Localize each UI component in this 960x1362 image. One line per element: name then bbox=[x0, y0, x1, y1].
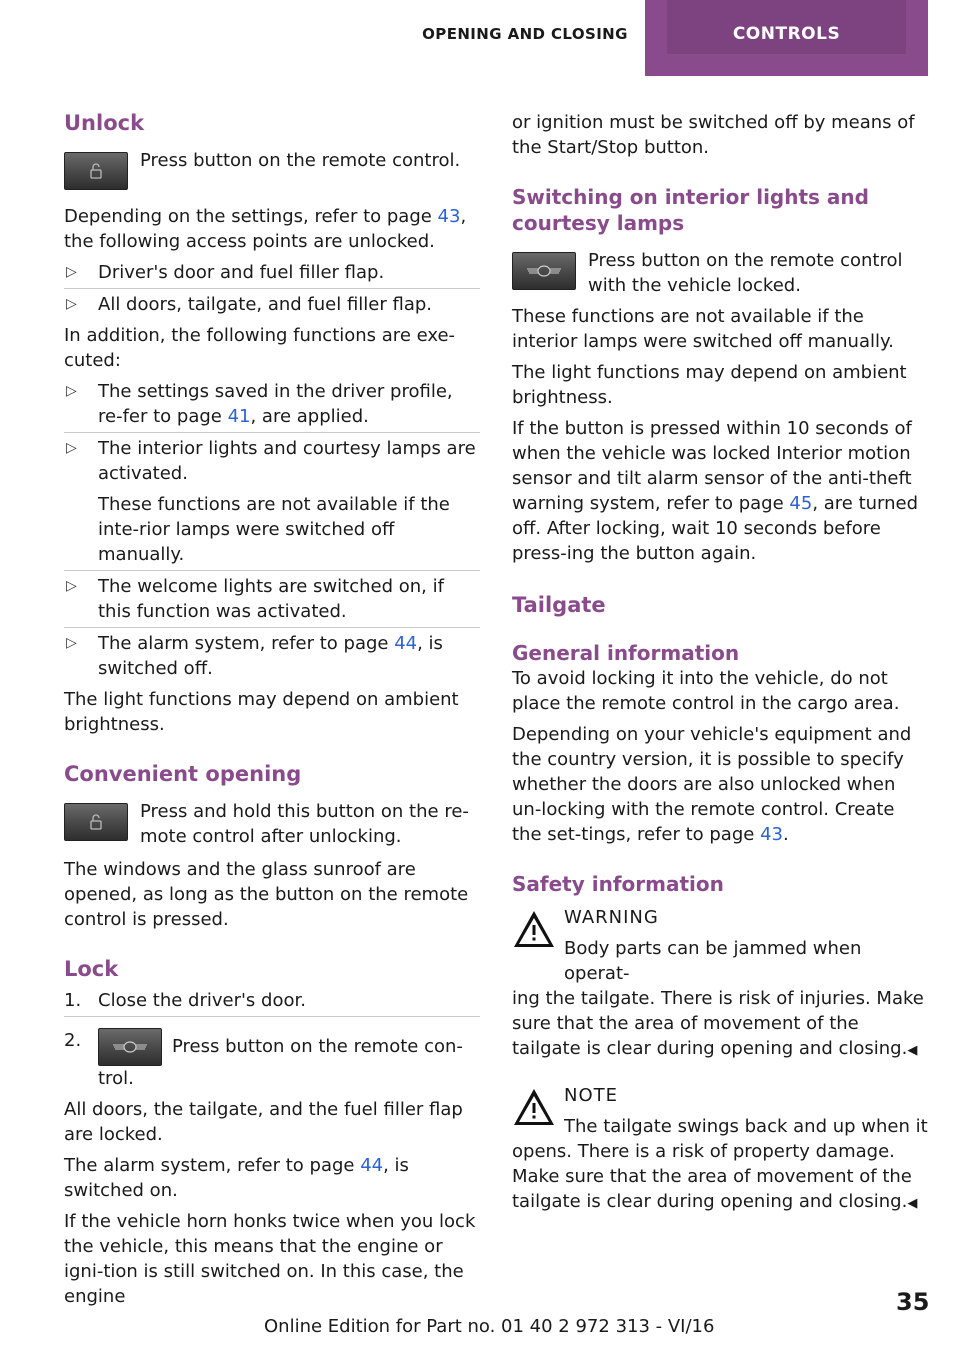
lock-steps bbox=[64, 988, 480, 1091]
note-text-start: The tailgate swings back and up when it bbox=[564, 1116, 928, 1137]
unlock-heading: Unlock bbox=[64, 111, 145, 135]
convenient-button-row bbox=[64, 799, 480, 849]
page-link-44[interactable]: 44 bbox=[394, 633, 418, 654]
convenient-instruction: Press and hold this button on the re-mote control after unlocking. bbox=[140, 801, 469, 847]
warning-label: WARNING bbox=[564, 907, 659, 928]
list-item: ▷ The settings saved in the driver profile, re-fer to page 41, are applied. bbox=[64, 379, 480, 429]
unlock-access-list bbox=[64, 260, 480, 317]
page-link-44[interactable]: 44 bbox=[360, 1155, 384, 1176]
general-information-heading: General information bbox=[512, 641, 740, 665]
brand-logo-icon bbox=[525, 264, 563, 278]
interior-paragraph-3: If the button is pressed within 10 seconds of when the vehicle was locked Interior motion sensor and tilt alarm sensor of the anti-theft warning system, refer to page 45, are turned off. After locking, wait 10 seconds before press-ing the button again. bbox=[512, 418, 919, 564]
general-paragraph-1: To avoid locking it into the vehicle, do not place the remote control in the cargo area. bbox=[512, 668, 900, 714]
unlock-icon bbox=[89, 814, 103, 830]
functions-list bbox=[64, 379, 480, 681]
addition-paragraph: In addition, the following functions are exe-cuted: bbox=[64, 325, 456, 371]
safety-information-heading: Safety information bbox=[512, 872, 724, 896]
convenient-remote-button-image bbox=[64, 803, 128, 841]
convenient-opening-heading: Convenient opening bbox=[64, 762, 302, 786]
list-item-note: These functions are not available if the inte-rior lamps were switched off manually. bbox=[98, 494, 450, 565]
page-link-43[interactable]: 43 bbox=[760, 824, 783, 845]
note-text: opens. There is a risk of property damage. Make sure that the area of movement of the tailgate is clear during opening and closing.◀ bbox=[512, 1141, 918, 1212]
end-mark-icon: ◀ bbox=[907, 1043, 918, 1058]
warning-triangle-icon bbox=[512, 909, 556, 949]
warning-triangle-icon bbox=[512, 1087, 556, 1127]
general-paragraph-2: Depending on your vehicle's equipment and the country version, it is possible to specify whether the doors are also unlocked when un-locking with the remote control. Create the set-tings, refer to page 43. bbox=[512, 724, 912, 845]
divider bbox=[64, 288, 480, 289]
divider bbox=[64, 432, 480, 433]
page-link-43[interactable]: 43 bbox=[437, 206, 461, 227]
end-mark-icon: ◀ bbox=[907, 1196, 918, 1211]
interior-button-row bbox=[512, 248, 928, 298]
unlock-remote-button-image bbox=[64, 152, 128, 190]
page-number: 35 bbox=[896, 1288, 930, 1316]
lock-paragraph-3: If the vehicle horn honks twice when you lock the vehicle, this means that the engine or igni-tion is still switched on. In this case, the engine bbox=[64, 1211, 476, 1307]
chapter-tab-label: CONTROLS bbox=[667, 0, 906, 54]
list-item: ▷ The interior lights and courtesy lamps are activated. These functions are not available if the inte-rior lamps were switched off manually. bbox=[64, 436, 480, 567]
page-link-41[interactable]: 41 bbox=[227, 406, 251, 427]
divider bbox=[64, 1016, 480, 1017]
divider bbox=[64, 570, 480, 571]
interior-lights-heading: Switching on interior lights and courtesy lamps bbox=[512, 185, 869, 235]
section-header: OPENING AND CLOSING bbox=[422, 25, 628, 43]
lock-paragraph-1: All doors, the tailgate, and the fuel filler flap are locked. bbox=[64, 1099, 463, 1145]
lock-paragraph-2: The alarm system, refer to page 44, is switched on. bbox=[64, 1155, 409, 1201]
page-link-45[interactable]: 45 bbox=[789, 493, 813, 514]
list-item: ▷ All doors, tailgate, and fuel filler flap. bbox=[64, 292, 480, 317]
step-item: 1. Close the driver's door. bbox=[64, 990, 306, 1011]
continued-paragraph: or ignition must be switched off by means of the Start/Stop button. bbox=[512, 112, 915, 158]
interior-paragraph-2: The light functions may depend on ambient brightness. bbox=[512, 362, 907, 408]
list-item: ▷ Driver's door and fuel filler flap. bbox=[64, 260, 480, 285]
light-paragraph: The light functions may depend on ambient brightness. bbox=[64, 689, 459, 735]
interior-paragraph-1: These functions are not available if the interior lamps were switched off manually. bbox=[512, 306, 894, 352]
footer-edition: Online Edition for Part no. 01 40 2 972 313 - VI/16 bbox=[264, 1316, 715, 1337]
warning-text-start: Body parts can be jammed when operat- bbox=[564, 938, 862, 984]
unlock-button-row bbox=[64, 148, 480, 198]
interior-instruction: Press button on the remote control with the vehicle locked. bbox=[588, 250, 903, 296]
note-block bbox=[512, 1083, 928, 1139]
unlock-instruction: Press button on the remote control. bbox=[140, 150, 461, 171]
lock-heading: Lock bbox=[64, 957, 119, 981]
list-item: ▷ The alarm system, refer to page 44, is switched off. bbox=[64, 631, 480, 681]
unlock-icon bbox=[89, 163, 103, 179]
lock-remote-button-image bbox=[98, 1028, 162, 1066]
left-column bbox=[64, 110, 480, 1309]
warning-text: ing the tailgate. There is risk of injuries. Make sure that the area of movement of the tailgate is clear during opening and closing.◀ bbox=[512, 988, 924, 1059]
unlock-paragraph: Depending on the settings, refer to page 43, the following access points are unlocked. bbox=[64, 206, 467, 252]
divider bbox=[64, 627, 480, 628]
note-label: NOTE bbox=[564, 1085, 619, 1106]
step-item: 2. Press button on the remote con-trol. bbox=[64, 1030, 463, 1089]
right-column bbox=[512, 110, 928, 1216]
chapter-tab bbox=[645, 0, 928, 76]
warning-block bbox=[512, 905, 928, 986]
list-item: ▷ The welcome lights are switched on, if this function was activated. bbox=[64, 574, 480, 624]
interior-remote-button-image bbox=[512, 252, 576, 290]
tailgate-heading: Tailgate bbox=[512, 593, 606, 617]
convenient-paragraph: The windows and the glass sunroof are opened, as long as the button on the remote control is pressed. bbox=[64, 859, 469, 930]
brand-logo-icon bbox=[111, 1040, 149, 1054]
